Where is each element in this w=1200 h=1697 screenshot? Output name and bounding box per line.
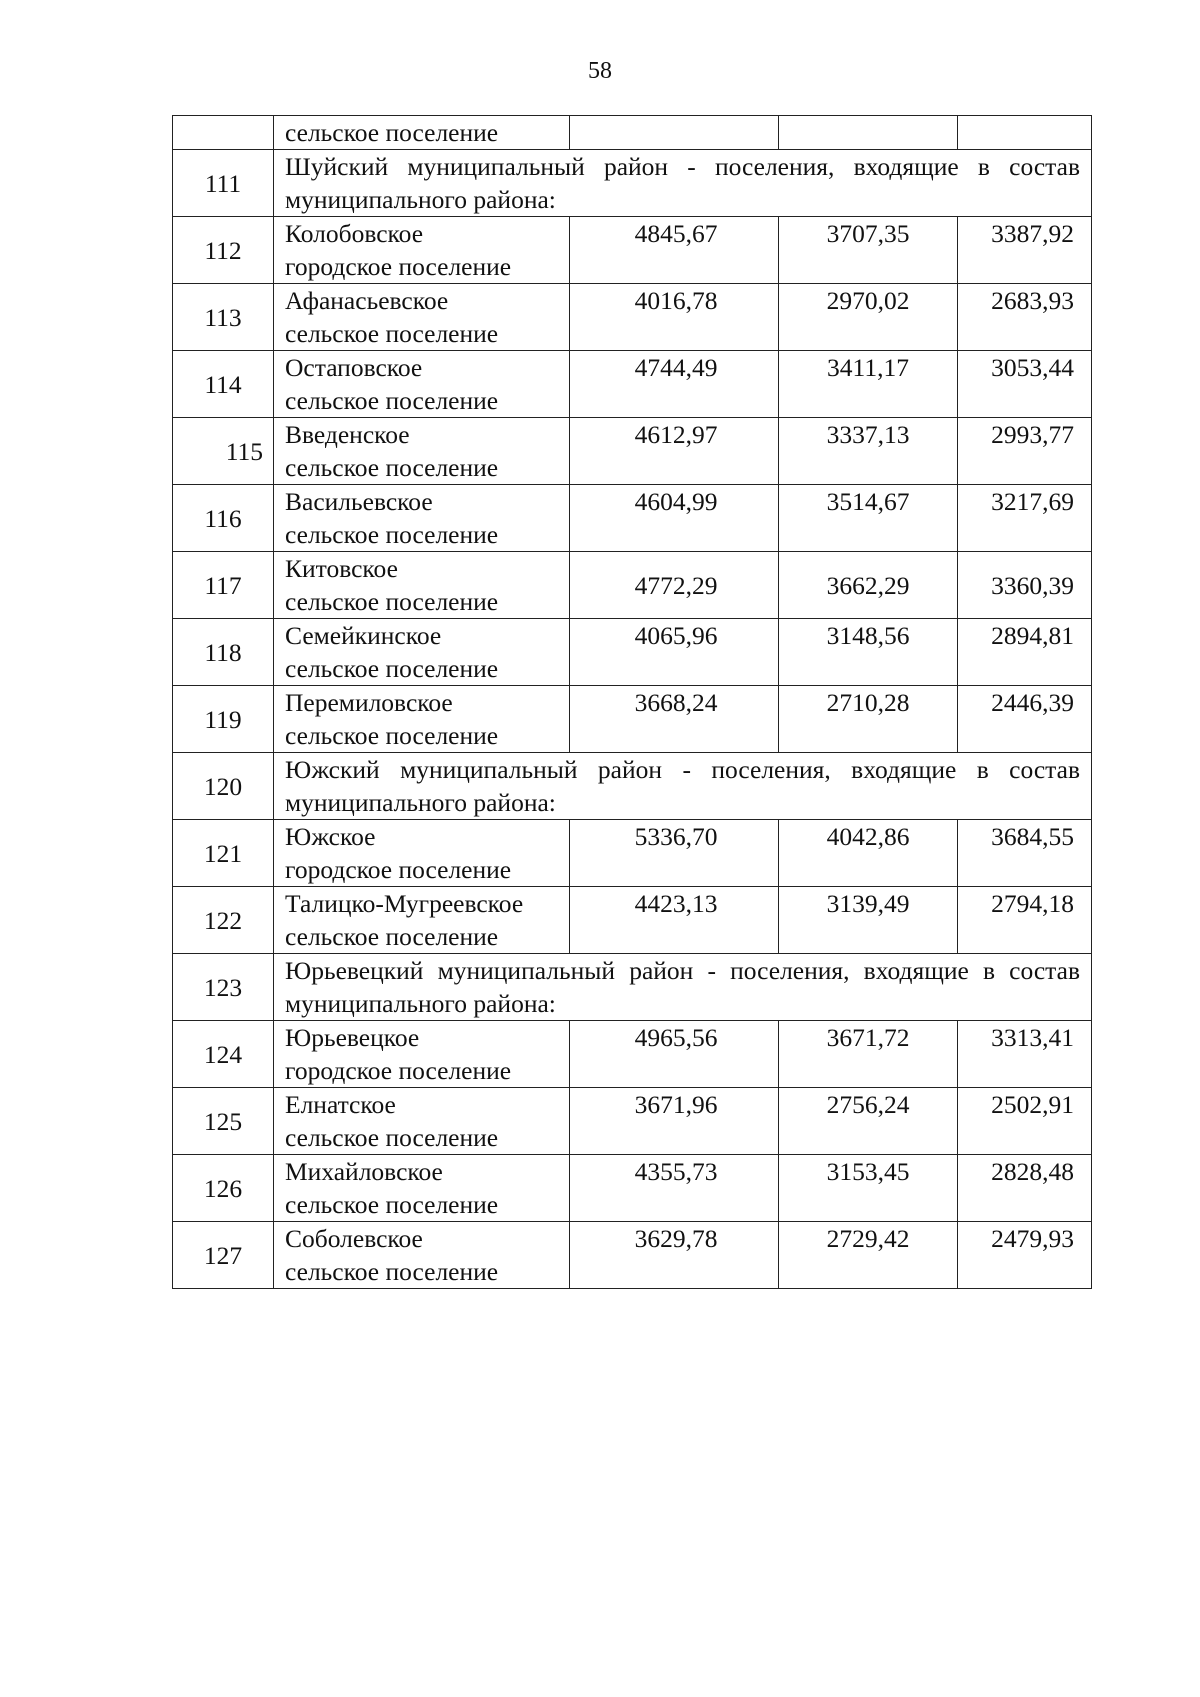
value-cell-2 [779, 116, 958, 150]
value-cell-3: 2828,48 [958, 1155, 1092, 1222]
value-cell-1: 4016,78 [570, 284, 779, 351]
value-cell-1: 3629,78 [570, 1222, 779, 1289]
settlement-name-cell [274, 619, 570, 686]
table-row [173, 619, 1092, 686]
settlement-name: Семейкинское [285, 621, 442, 650]
table-row [173, 418, 1092, 485]
settlement-name: Южское [285, 822, 376, 851]
row-number-cell [173, 116, 274, 150]
row-number-cell: 127 [173, 1222, 274, 1289]
value-cell-1: 4612,97 [570, 418, 779, 485]
value-cell-2: 2710,28 [779, 686, 958, 753]
settlement-name: Перемиловское [285, 688, 453, 717]
value-cell-2: 3671,72 [779, 1021, 958, 1088]
settlement-type: сельское поселение [285, 587, 499, 616]
settlement-name-cell [274, 284, 570, 351]
value-cell-3: 2502,91 [958, 1088, 1092, 1155]
settlement-name: Колобовское [285, 219, 424, 248]
value-cell-3: 3313,41 [958, 1021, 1092, 1088]
district-heading: Южский муниципальный район - поселения, входящие в состав муниципального района: [274, 753, 1092, 820]
row-number-cell: 124 [173, 1021, 274, 1088]
row-number-cell: 123 [173, 954, 274, 1021]
settlement-name-cell [274, 887, 570, 954]
settlement-name-cell [274, 116, 570, 150]
district-heading-row [173, 753, 1092, 820]
settlement-name-cell [274, 686, 570, 753]
value-cell-2: 2729,42 [779, 1222, 958, 1289]
value-cell-2: 3662,29 [779, 552, 958, 619]
settlement-name: Талицко-Мугреевское [285, 889, 524, 918]
value-cell-2: 3337,13 [779, 418, 958, 485]
settlement-name: Остаповское [285, 353, 423, 382]
row-number-cell: 115 [173, 418, 274, 485]
value-cell-2: 3707,35 [779, 217, 958, 284]
row-number-cell: 117 [173, 552, 274, 619]
settlement-name: Китовское [285, 554, 398, 583]
table-row [173, 351, 1092, 418]
settlement-type: городское поселение [285, 855, 512, 884]
table-row [173, 820, 1092, 887]
value-cell-2: 4042,86 [779, 820, 958, 887]
settlement-name: Афанасьевское [285, 286, 449, 315]
settlement-name: Юрьевецкое [285, 1023, 420, 1052]
settlement-name-cell [274, 1021, 570, 1088]
table-row [173, 116, 1092, 150]
table-row [173, 217, 1092, 284]
table-row [173, 1088, 1092, 1155]
settlement-name: Введенское [285, 420, 410, 449]
settlement-name-cell [274, 820, 570, 887]
row-number-cell: 120 [173, 753, 274, 820]
value-cell-2: 3148,56 [779, 619, 958, 686]
table-row [173, 485, 1092, 552]
row-number-cell: 112 [173, 217, 274, 284]
value-cell-1: 4423,13 [570, 887, 779, 954]
value-cell-2: 3514,67 [779, 485, 958, 552]
row-number-cell: 126 [173, 1155, 274, 1222]
settlement-name-cell [274, 1155, 570, 1222]
row-number-cell: 113 [173, 284, 274, 351]
settlements-table [172, 115, 1092, 1289]
settlement-type: городское поселение [285, 252, 512, 281]
value-cell-3: 3387,92 [958, 217, 1092, 284]
value-cell-2: 3411,17 [779, 351, 958, 418]
settlement-name-cell [274, 217, 570, 284]
value-cell-3: 2446,39 [958, 686, 1092, 753]
row-number-cell: 119 [173, 686, 274, 753]
settlement-type: сельское поселение [285, 118, 499, 147]
settlement-type: сельское поселение [285, 1123, 499, 1152]
value-cell-3: 3684,55 [958, 820, 1092, 887]
row-number-cell: 114 [173, 351, 274, 418]
row-number-cell: 111 [173, 150, 274, 217]
table-row [173, 1222, 1092, 1289]
row-number-cell: 116 [173, 485, 274, 552]
value-cell-1: 3668,24 [570, 686, 779, 753]
settlement-name-cell [274, 1088, 570, 1155]
table-row [173, 1155, 1092, 1222]
table-row [173, 686, 1092, 753]
table-row [173, 887, 1092, 954]
value-cell-1: 4604,99 [570, 485, 779, 552]
value-cell-2: 3153,45 [779, 1155, 958, 1222]
row-number-cell: 118 [173, 619, 274, 686]
settlement-type: сельское поселение [285, 319, 499, 348]
settlement-type: сельское поселение [285, 1190, 499, 1219]
value-cell-1: 4355,73 [570, 1155, 779, 1222]
settlement-name-cell [274, 485, 570, 552]
settlement-name-cell [274, 418, 570, 485]
value-cell-1: 3671,96 [570, 1088, 779, 1155]
settlement-type: сельское поселение [285, 654, 499, 683]
value-cell-1 [570, 116, 779, 150]
value-cell-3: 3360,39 [958, 552, 1092, 619]
value-cell-1: 4965,56 [570, 1021, 779, 1088]
table-row [173, 1021, 1092, 1088]
settlement-name: Михайловское [285, 1157, 443, 1186]
value-cell-2: 3139,49 [779, 887, 958, 954]
value-cell-1: 4744,49 [570, 351, 779, 418]
row-number-cell: 122 [173, 887, 274, 954]
value-cell-2: 2970,02 [779, 284, 958, 351]
value-cell-3: 2993,77 [958, 418, 1092, 485]
value-cell-3: 2794,18 [958, 887, 1092, 954]
settlement-type: городское поселение [285, 1056, 512, 1085]
value-cell-1: 4845,67 [570, 217, 779, 284]
district-heading: Шуйский муниципальный район - поселения, входящие в состав муниципального района: [274, 150, 1092, 217]
row-number-cell: 121 [173, 820, 274, 887]
settlement-type: сельское поселение [285, 721, 499, 750]
page-number: 58 [588, 58, 612, 84]
settlement-type: сельское поселение [285, 1257, 499, 1286]
settlement-type: сельское поселение [285, 922, 499, 951]
value-cell-3 [958, 116, 1092, 150]
district-heading: Юрьевецкий муниципальный район - поселения, входящие в состав муниципального района: [274, 954, 1092, 1021]
settlement-name: Елнатское [285, 1090, 396, 1119]
value-cell-1: 4065,96 [570, 619, 779, 686]
value-cell-3: 2683,93 [958, 284, 1092, 351]
value-cell-3: 3053,44 [958, 351, 1092, 418]
value-cell-3: 3217,69 [958, 485, 1092, 552]
settlement-type: сельское поселение [285, 386, 499, 415]
settlement-name-cell [274, 552, 570, 619]
value-cell-2: 2756,24 [779, 1088, 958, 1155]
settlement-name: Васильевское [285, 487, 433, 516]
district-heading-row [173, 150, 1092, 217]
settlement-name-cell [274, 1222, 570, 1289]
row-number-cell: 125 [173, 1088, 274, 1155]
table-row [173, 284, 1092, 351]
value-cell-3: 2894,81 [958, 619, 1092, 686]
district-heading-row [173, 954, 1092, 1021]
value-cell-1: 5336,70 [570, 820, 779, 887]
settlement-type: сельское поселение [285, 453, 499, 482]
value-cell-3: 2479,93 [958, 1222, 1092, 1289]
settlement-name: Соболевское [285, 1224, 423, 1253]
value-cell-1: 4772,29 [570, 552, 779, 619]
table-row [173, 552, 1092, 619]
settlement-type: сельское поселение [285, 520, 499, 549]
settlement-name-cell [274, 351, 570, 418]
